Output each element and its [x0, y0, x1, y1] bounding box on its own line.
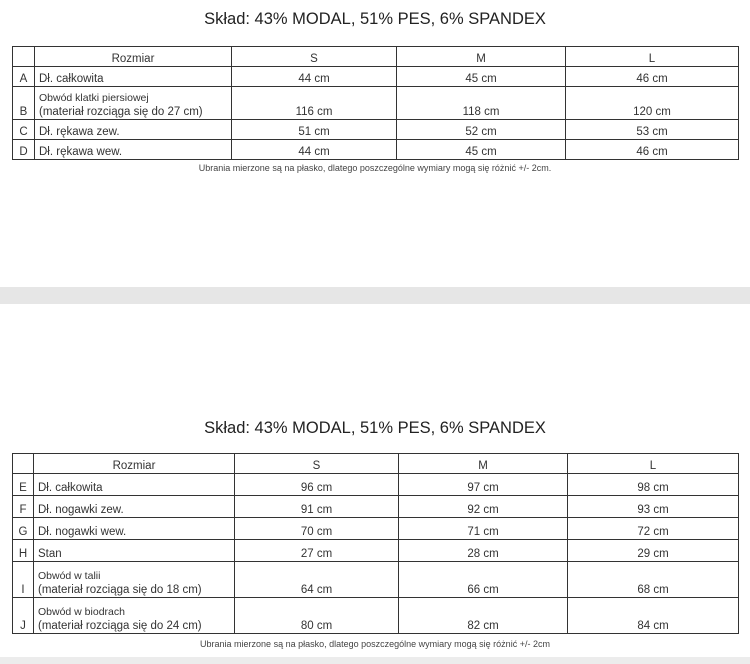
value-size-l: 120 cm	[566, 87, 739, 120]
value-size-m: 118 cm	[397, 87, 566, 120]
table-row	[13, 87, 739, 120]
measurement-note-top: Ubrania mierzone są na płasko, dlatego poszczególne wymiary mogą się różnić +/- 2cm.	[198, 163, 552, 173]
row-label-title: Obwód klatki piersiowej	[39, 92, 149, 104]
row-label-text: (materiał rozciąga się do 27 cm)	[39, 106, 203, 118]
row-label	[34, 474, 235, 496]
value-size-m: 28 cm	[399, 540, 568, 562]
row-letter: I	[13, 562, 34, 598]
value-size-l: 53 cm	[566, 120, 739, 140]
header-row	[13, 454, 739, 474]
value-size-l: 46 cm	[566, 140, 739, 160]
value-size-l: 84 cm	[568, 598, 739, 634]
value-size-s: 44 cm	[232, 67, 397, 87]
row-label-text: Dł. całkowita	[39, 73, 104, 85]
measurement-note-bottom: Ubrania mierzone są na płasko, dlatego poszczególne wymiary mogą się różnić +/- 2cm	[200, 639, 550, 649]
header-blank-cell	[13, 47, 35, 67]
table-row	[13, 518, 739, 540]
table-row	[13, 474, 739, 496]
row-label	[35, 87, 232, 120]
table-row	[13, 562, 739, 598]
composition-title-bottom: Skład: 43% MODAL, 51% PES, 6% SPANDEX	[204, 419, 546, 437]
value-size-m: 82 cm	[399, 598, 568, 634]
row-label-text: Stan	[38, 548, 62, 560]
value-size-m: 66 cm	[399, 562, 568, 598]
row-label	[35, 67, 232, 87]
bottom-divider	[0, 657, 750, 664]
section-divider	[0, 287, 750, 304]
row-label-title: Obwód w talii	[38, 570, 101, 582]
row-letter: A	[13, 67, 35, 87]
row-label	[35, 120, 232, 140]
row-label	[34, 496, 235, 518]
value-size-m: 97 cm	[399, 474, 568, 496]
row-letter: J	[13, 598, 34, 634]
row-label-text: Dł. nogawki zew.	[38, 504, 124, 516]
row-label-text: Dł. nogawki wew.	[38, 526, 127, 538]
header-row	[13, 47, 739, 67]
row-label	[34, 598, 235, 634]
header-size-s: S	[235, 454, 399, 474]
table-row	[13, 120, 739, 140]
table-row	[13, 598, 739, 634]
value-size-l: 98 cm	[568, 474, 739, 496]
value-size-s: 96 cm	[235, 474, 399, 496]
value-size-s: 51 cm	[232, 120, 397, 140]
row-letter: G	[13, 518, 34, 540]
value-size-m: 52 cm	[397, 120, 566, 140]
size-table-top	[12, 46, 739, 160]
value-size-s: 70 cm	[235, 518, 399, 540]
value-size-s: 91 cm	[235, 496, 399, 518]
value-size-l: 68 cm	[568, 562, 739, 598]
header-size-s: S	[232, 47, 397, 67]
row-letter: H	[13, 540, 34, 562]
composition-title-top: Skład: 43% MODAL, 51% PES, 6% SPANDEX	[204, 10, 546, 28]
row-label	[35, 140, 232, 160]
row-letter: E	[13, 474, 34, 496]
row-label	[34, 518, 235, 540]
row-letter: D	[13, 140, 35, 160]
value-size-s: 80 cm	[235, 598, 399, 634]
table-row	[13, 496, 739, 518]
row-label-text: (materiał rozciąga się do 24 cm)	[38, 620, 202, 632]
header-rozmiar: Rozmiar	[34, 454, 235, 474]
value-size-s: 116 cm	[232, 87, 397, 120]
row-letter: C	[13, 120, 35, 140]
row-label-text: Dł. całkowita	[38, 482, 103, 494]
value-size-l: 46 cm	[566, 67, 739, 87]
row-label-text: Dł. rękawa wew.	[39, 146, 123, 158]
table-row	[13, 140, 739, 160]
header-rozmiar: Rozmiar	[35, 47, 232, 67]
value-size-s: 44 cm	[232, 140, 397, 160]
row-label-text: Dł. rękawa zew.	[39, 126, 120, 138]
row-label	[34, 562, 235, 598]
table-row	[13, 540, 739, 562]
size-table-bottom	[12, 453, 739, 634]
header-blank-cell	[13, 454, 34, 474]
header-size-l: L	[568, 454, 739, 474]
value-size-s: 27 cm	[235, 540, 399, 562]
table-row	[13, 67, 739, 87]
row-letter: B	[13, 87, 35, 120]
value-size-l: 93 cm	[568, 496, 739, 518]
header-size-m: M	[397, 47, 566, 67]
row-label	[34, 540, 235, 562]
value-size-m: 45 cm	[397, 140, 566, 160]
value-size-s: 64 cm	[235, 562, 399, 598]
value-size-m: 71 cm	[399, 518, 568, 540]
value-size-m: 45 cm	[397, 67, 566, 87]
row-label-title: Obwód w biodrach	[38, 606, 125, 618]
value-size-l: 29 cm	[568, 540, 739, 562]
value-size-l: 72 cm	[568, 518, 739, 540]
header-size-m: M	[399, 454, 568, 474]
value-size-m: 92 cm	[399, 496, 568, 518]
header-size-l: L	[566, 47, 739, 67]
row-label-text: (materiał rozciąga się do 18 cm)	[38, 584, 202, 596]
row-letter: F	[13, 496, 34, 518]
